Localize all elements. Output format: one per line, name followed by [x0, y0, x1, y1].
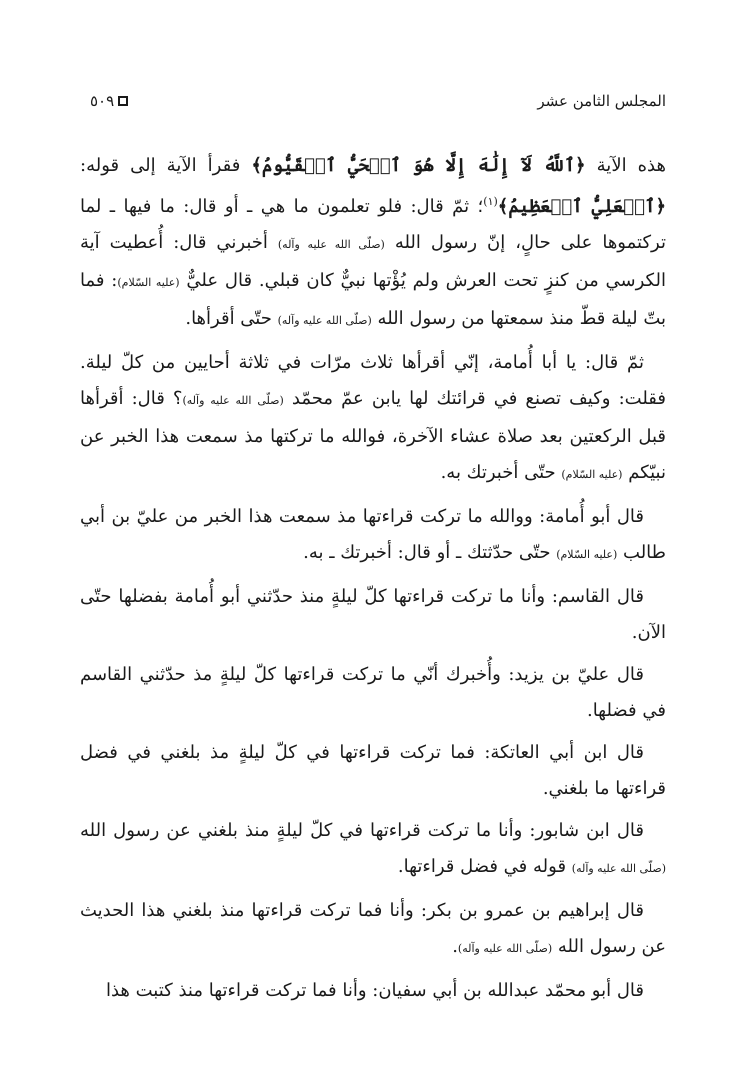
text-run: قال عليّ بن يزيد: وأُخبرك أنّي ما تركت قراءتها كلّ ليلةٍ مذ حدّثني القاسم في [80, 664, 666, 721]
paragraph-5 [80, 657, 666, 735]
text-run: ثمّ قال: يا أبا أُمامة، إنّي أقرأها ثلاث مرّات في ثلاثة أحايين من كلّ ليلة. فقلت: [80, 352, 666, 409]
text-run: : فما بتّ ليلة قطّ منذ سمعتها من رسول الله [80, 270, 666, 329]
paragraph-7 [80, 813, 666, 893]
text-run: ما بلغني. [542, 778, 610, 799]
chapter-title: المجلس الثامن عشر [537, 92, 666, 110]
text-run: ثمّ قال: فلو تعلمون ما هي ـ أو قال: ما فيها ـ لما تركتموها على حالٍ، إنّ رسول [80, 196, 666, 253]
text-run: قال أبو محمّد عبدالله بن أبي سفيان: وأنا فما تركت قراءتها منذ كتبت هذا [105, 980, 644, 1001]
honorific: (عليه السّلام) [561, 468, 623, 481]
text-run: كان قبلي. قال عليٌّ [179, 270, 334, 291]
text-run: قال أبو أُمامة: ووالله ما تركت قراءتها مذ سمعت هذا الخبر من عليّ بن أبي [80, 506, 644, 527]
text-run: قوله في فضل قراءتها. [397, 856, 572, 877]
text-run: حتّى أقرأها. [185, 308, 272, 329]
honorific: (صلّى الله عليه وآله) [571, 862, 666, 875]
text-run: قال ابن شابور: وأنا ما تركت قراءتها في كلّ ليلةٍ منذ بلغني عن رسول [113, 820, 644, 841]
page-square-icon [118, 96, 128, 106]
honorific: (عليه السّلام) [556, 548, 618, 561]
paragraph-9 [80, 973, 666, 1015]
honorific: (صلّى الله عليه وآله) [457, 942, 553, 955]
text-run: حتّى أخبرتك به. [440, 462, 556, 483]
paragraph-2 [80, 345, 666, 499]
text-run: ؛ [477, 196, 484, 217]
honorific: (صلّى الله عليه وآله) [277, 314, 372, 327]
text-run: الله [394, 232, 421, 253]
paragraph-3 [80, 499, 666, 579]
text-run: حتّى حدّثتك ـ أو قال: أخبرتك ـ به. [303, 542, 557, 563]
paragraph-6 [80, 735, 666, 813]
text-run: قال إبراهيم بن عمرو بن بكر: وأنا فما تركت قراءتها منذ بلغني هذا الحديث [80, 900, 644, 921]
text-run: فقرأ الآية إلى قوله: [80, 155, 252, 176]
text-run: . [452, 936, 458, 957]
paragraph-8 [80, 893, 666, 973]
honorific: (عليه السّلام) [117, 276, 180, 289]
text-run: وكيف تصنع في قرائتك لها يابن عمّ محمّد [283, 388, 611, 409]
text-run: فضلها. [586, 700, 637, 721]
text-run: قال ابن أبي العاتكة: فما تركت قراءتها في كلّ ليلةٍ مذ بلغني في فضل قراءتها [80, 742, 666, 799]
text-run: طالب [617, 542, 666, 563]
text-run: الله [80, 820, 107, 841]
text-run: الآن. [631, 622, 666, 643]
page-header [90, 88, 666, 114]
text-run: عن رسول الله [552, 936, 666, 957]
honorific: (صلّى الله عليه وآله) [182, 394, 284, 407]
honorific: (صلّى الله عليه وآله) [277, 238, 385, 251]
footnote-marker: (١) [483, 195, 498, 208]
text-run: أخبرني قال: أُعطيت آية الكرسي من كنزٍ تحت العرش ولم يُؤْتها نبيٌّ [80, 232, 666, 291]
page-body [80, 148, 666, 1015]
text-run: هذه الآية [585, 155, 667, 176]
quran-verse: ﴿ٱللَّهُ لَآ إِلَٰهَ إِلَّا هُوَ ٱلۡحَيُّ ٱلۡقَيُّومُ﴾ [251, 155, 586, 176]
page-number: ٥٠٩ [90, 92, 115, 110]
page-number-group [90, 92, 128, 110]
quran-verse: ﴿ٱلۡعَلِيُّ ٱلۡعَظِيمُ﴾ [497, 196, 666, 217]
text-run: ؟ قال: أقرأها قبل الركعتين [80, 388, 667, 447]
text-run: بعد صلاة عشاء الآخرة، فوالله ما تركتها مذ سمعت هذا الخبر عن نبيّكم [80, 426, 666, 483]
paragraph-4 [80, 579, 666, 657]
paragraph-1 [80, 148, 666, 345]
text-run: قال القاسم: وأنا ما تركت قراءتها كلّ ليلةٍ منذ حدّثني أبو أُمامة بفضلها حتّى [80, 586, 644, 607]
